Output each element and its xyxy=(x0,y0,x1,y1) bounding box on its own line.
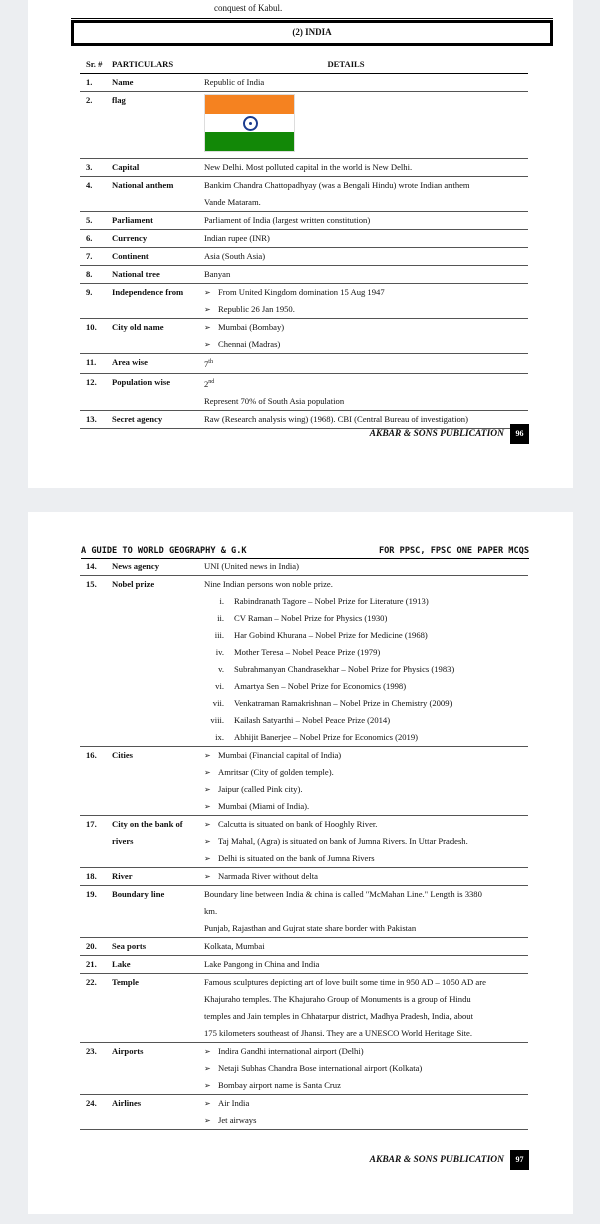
row-number: 21. xyxy=(80,956,110,974)
roman-numeral: viii. xyxy=(210,715,224,725)
row-details xyxy=(202,248,528,266)
row-particular: National anthem xyxy=(110,177,202,212)
arrow-bullet-icon: ➢ xyxy=(204,768,211,777)
bullet-text: Amritsar (City of golden temple). xyxy=(218,767,334,777)
row-number: 12. xyxy=(80,373,110,410)
nobel-list-item xyxy=(204,593,526,610)
bullet-item xyxy=(204,1043,526,1060)
bullet-text: Indira Gandhi international airport (Delhi) xyxy=(218,1046,364,1056)
row-details xyxy=(202,284,528,319)
row-details xyxy=(202,868,528,886)
bullet-item xyxy=(204,747,526,764)
table-row xyxy=(80,177,528,212)
row-particular: Cities xyxy=(110,747,202,816)
bullet-item xyxy=(204,850,526,867)
row-particular: City on the bank of rivers xyxy=(110,816,202,868)
row-number: 15. xyxy=(80,576,110,747)
row-particular: Currency xyxy=(110,230,202,248)
details-header: DETAILS xyxy=(202,54,528,74)
table-row xyxy=(80,816,528,868)
table-row xyxy=(80,1095,528,1130)
table-row xyxy=(80,1043,528,1095)
nobel-list-item xyxy=(204,627,526,644)
india-table xyxy=(80,54,528,429)
table-row xyxy=(80,354,528,374)
roman-numeral: ix. xyxy=(215,732,224,742)
row-details xyxy=(202,212,528,230)
row-number: 9. xyxy=(80,284,110,319)
row-particular: Capital xyxy=(110,159,202,177)
nobel-entry: Rabindranath Tagore – Nobel Prize for Literature (1913) xyxy=(234,596,429,606)
row-number: 19. xyxy=(80,886,110,938)
row-details xyxy=(202,747,528,816)
row-particular: River xyxy=(110,868,202,886)
row-particular: flag xyxy=(110,92,202,159)
publisher-footer xyxy=(370,1150,529,1170)
table-row xyxy=(80,230,528,248)
row-number: 1. xyxy=(80,74,110,92)
row-number: 7. xyxy=(80,248,110,266)
nobel-entry: Venkatraman Ramakrishnan – Nobel Prize in Chemistry (2009) xyxy=(234,698,453,708)
row-details xyxy=(202,319,528,354)
nobel-entry: Amartya Sen – Nobel Prize for Economics (1998) xyxy=(234,681,407,691)
row-particular: Independence from xyxy=(110,284,202,319)
roman-numeral: i. xyxy=(219,596,224,606)
row-details xyxy=(202,74,528,92)
bullet-item xyxy=(204,1060,526,1077)
section-title-box xyxy=(71,20,553,46)
row-details xyxy=(202,558,528,576)
row-number: 11. xyxy=(80,354,110,374)
sr-header: Sr. # xyxy=(80,54,110,74)
row-number: 8. xyxy=(80,266,110,284)
detail-line: 2nd xyxy=(204,378,215,389)
row-particular: Temple xyxy=(110,974,202,1043)
carryover-text: conquest of Kabul. xyxy=(214,3,283,13)
bullet-item xyxy=(204,336,526,353)
table-row xyxy=(80,558,528,576)
bullet-item xyxy=(204,1112,526,1129)
row-number: 16. xyxy=(80,747,110,816)
row-number: 14. xyxy=(80,558,110,576)
table-row xyxy=(80,747,528,816)
bullet-item xyxy=(204,319,526,336)
bullet-item xyxy=(204,781,526,798)
row-number: 6. xyxy=(80,230,110,248)
roman-numeral: iv. xyxy=(215,647,224,657)
arrow-bullet-icon: ➢ xyxy=(204,820,211,829)
detail-line: UNI (United news in India) xyxy=(204,561,299,571)
roman-numeral: ii. xyxy=(217,613,224,623)
table-row xyxy=(80,974,528,1043)
row-details xyxy=(202,266,528,284)
bullet-item xyxy=(204,1095,526,1112)
nobel-entry: CV Raman – Nobel Prize for Physics (1930) xyxy=(234,613,388,623)
table-row xyxy=(80,212,528,230)
page-number: 97 xyxy=(510,1150,529,1170)
row-particular: Nobel prize xyxy=(110,576,202,747)
nobel-entry: Kailash Satyarthi – Nobel Peace Prize (2014) xyxy=(234,715,391,725)
bullet-item xyxy=(204,868,526,885)
bullet-item xyxy=(204,764,526,781)
table-row xyxy=(80,248,528,266)
table-row xyxy=(80,74,528,92)
bullet-item xyxy=(204,816,526,833)
bullet-text: Delhi is situated on the bank of Jumna Rivers xyxy=(218,853,375,863)
particulars-header: PARTICULARS xyxy=(110,54,202,74)
bullet-text: Bombay airport name is Santa Cruz xyxy=(218,1080,341,1090)
row-details xyxy=(202,92,528,159)
row-number: 3. xyxy=(80,159,110,177)
table-row xyxy=(80,159,528,177)
detail-line: Boundary line between India & china is called "McMahan Line." Length is 3380 xyxy=(204,889,482,899)
bullet-text: Jet airways xyxy=(218,1115,257,1125)
bullet-item xyxy=(204,833,526,850)
nobel-list-item xyxy=(204,661,526,678)
bullet-text: Mumbai (Financial capital of India) xyxy=(218,750,342,760)
row-number: 22. xyxy=(80,974,110,1043)
arrow-bullet-icon: ➢ xyxy=(204,785,211,794)
table-body xyxy=(80,74,528,429)
row-number: 17. xyxy=(80,816,110,868)
arrow-bullet-icon: ➢ xyxy=(204,323,211,332)
nobel-entry: Subrahmanyan Chandrasekhar – Nobel Prize for Physics (1983) xyxy=(234,664,455,674)
row-details xyxy=(202,576,528,747)
arrow-bullet-icon: ➢ xyxy=(204,1116,211,1125)
detail-line: temples and Jain temples in Chhatarpur district, Madhya Pradesh, India, about xyxy=(204,1011,473,1021)
bullet-text: Calcutta is situated on bank of Hooghly River. xyxy=(218,819,378,829)
detail-line: Republic of India xyxy=(204,77,265,87)
nobel-list-item xyxy=(204,695,526,712)
row-particular: Population wise xyxy=(110,373,202,410)
row-details xyxy=(202,1095,528,1130)
arrow-bullet-icon: ➢ xyxy=(204,340,211,349)
row-details xyxy=(202,886,528,938)
table-row xyxy=(80,284,528,319)
india-table-continued xyxy=(80,558,528,1130)
row-particular: National tree xyxy=(110,266,202,284)
india-flag-icon xyxy=(204,94,295,152)
table-row xyxy=(80,956,528,974)
detail-line: Punjab, Rajasthan and Gujrat state share border with Pakistan xyxy=(204,923,417,933)
detail-line: Banyan xyxy=(204,269,231,279)
bullet-text: Republic 26 Jan 1950. xyxy=(218,304,295,314)
arrow-bullet-icon: ➢ xyxy=(204,305,211,314)
arrow-bullet-icon: ➢ xyxy=(204,288,211,297)
bullet-item xyxy=(204,301,526,318)
roman-numeral: vii. xyxy=(212,698,224,708)
row-details xyxy=(202,816,528,868)
bullet-item xyxy=(204,1077,526,1094)
detail-line: km. xyxy=(204,906,218,916)
row-number: 2. xyxy=(80,92,110,159)
table-row xyxy=(80,938,528,956)
detail-line: Famous sculptures depicting art of love built some time in 950 AD – 1050 AD are xyxy=(204,977,486,987)
running-header-left: A GUIDE TO WORLD GEOGRAPHY & G.K xyxy=(81,546,247,556)
table-row xyxy=(80,266,528,284)
detail-line: Represent 70% of South Asia population xyxy=(204,395,345,406)
detail-line: New Delhi. Most polluted capital in the world is New Delhi. xyxy=(204,162,413,172)
detail-line: Raw (Research analysis wing) (1968). CBI (Central Bureau of investigation) xyxy=(204,413,468,424)
nobel-list-item xyxy=(204,729,526,746)
section-title: (2) INDIA xyxy=(292,27,332,37)
nobel-list-item xyxy=(204,644,526,661)
detail-line: 175 kilometers southeast of Jhansi. They are a UNESCO World Heritage Site. xyxy=(204,1028,472,1038)
row-details xyxy=(202,373,528,410)
bullet-item xyxy=(204,798,526,815)
table-row xyxy=(80,319,528,354)
row-particular: Continent xyxy=(110,248,202,266)
arrow-bullet-icon: ➢ xyxy=(204,1081,211,1090)
page-96 xyxy=(28,0,573,488)
row-number: 20. xyxy=(80,938,110,956)
page-number: 96 xyxy=(510,424,529,444)
table-body xyxy=(80,558,528,1130)
arrow-bullet-icon: ➢ xyxy=(204,854,211,863)
detail-line: Vande Mataram. xyxy=(204,197,261,207)
detail-line: Parliament of India (largest written constitution) xyxy=(204,215,371,225)
table-row xyxy=(80,92,528,159)
arrow-bullet-icon: ➢ xyxy=(204,751,211,760)
row-number: 18. xyxy=(80,868,110,886)
bullet-text: Air India xyxy=(218,1098,250,1108)
row-particular: Airports xyxy=(110,1043,202,1095)
running-header xyxy=(81,546,529,556)
publisher-name: AKBAR & SONS PUBLICATION xyxy=(369,429,504,439)
table-row xyxy=(80,576,528,747)
bullet-text: Jaipur (called Pink city). xyxy=(218,784,303,794)
nobel-list-item xyxy=(204,610,526,627)
detail-line: Indian rupee (INR) xyxy=(204,233,270,243)
row-details xyxy=(202,354,528,374)
bullet-text: Chennai (Madras) xyxy=(218,339,281,349)
row-number: 4. xyxy=(80,177,110,212)
running-header-right: FOR PPSC, FPSC ONE PAPER MCQS xyxy=(378,546,529,556)
page-97 xyxy=(28,512,573,1214)
publisher-footer xyxy=(370,424,529,444)
row-particular: News agency xyxy=(110,558,202,576)
detail-line: Khajuraho temples. The Khajuraho Group of Monuments is a group of Hindu xyxy=(204,994,471,1004)
nobel-entry: Har Gobind Khurana – Nobel Prize for Medicine (1968) xyxy=(234,630,428,640)
nobel-entry: Mother Teresa – Nobel Peace Prize (1979) xyxy=(234,647,381,657)
roman-numeral: iii. xyxy=(214,630,224,640)
detail-line: 7th xyxy=(204,358,213,369)
roman-numeral: v. xyxy=(218,664,224,674)
bullet-text: Mumbai (Miami of India). xyxy=(218,801,310,811)
arrow-bullet-icon: ➢ xyxy=(204,1064,211,1073)
detail-line: Lake Pangong in China and India xyxy=(204,959,320,969)
bullet-text: Taj Mahal, (Agra) is situated on bank of Jumna Rivers. In Uttar Pradesh. xyxy=(218,836,468,846)
row-details xyxy=(202,177,528,212)
row-details xyxy=(202,974,528,1043)
row-number: 24. xyxy=(80,1095,110,1130)
detail-line: Asia (South Asia) xyxy=(204,251,266,261)
row-particular: Sea ports xyxy=(110,938,202,956)
nobel-list-item xyxy=(204,678,526,695)
row-particular: Airlines xyxy=(110,1095,202,1130)
row-details xyxy=(202,956,528,974)
detail-line: Bankim Chandra Chattopadhyay (was a Bengali Hindu) wrote Indian anthem xyxy=(204,180,470,190)
bullet-text: Netaji Subhas Chandra Bose international airport (Kolkata) xyxy=(218,1063,423,1073)
table-row xyxy=(80,886,528,938)
table-row xyxy=(80,373,528,410)
arrow-bullet-icon: ➢ xyxy=(204,837,211,846)
nobel-entry: Abhijit Banerjee – Nobel Prize for Economics (2019) xyxy=(234,732,418,742)
row-particular: Lake xyxy=(110,956,202,974)
bullet-item xyxy=(204,284,526,301)
table-header-row xyxy=(80,54,528,74)
row-particular: Boundary line xyxy=(110,886,202,938)
row-details xyxy=(202,159,528,177)
row-number: 13. xyxy=(80,410,110,428)
detail-line: Nine Indian persons won noble prize. xyxy=(204,579,333,589)
detail-line: Kolkata, Mumbai xyxy=(204,941,265,951)
row-number: 10. xyxy=(80,319,110,354)
arrow-bullet-icon: ➢ xyxy=(204,872,211,881)
divider xyxy=(71,18,553,19)
row-number: 5. xyxy=(80,212,110,230)
roman-numeral: vi. xyxy=(215,681,224,691)
row-particular: Name xyxy=(110,74,202,92)
row-number: 23. xyxy=(80,1043,110,1095)
row-particular: Parliament xyxy=(110,212,202,230)
publisher-name: AKBAR & SONS PUBLICATION xyxy=(369,1155,504,1165)
nobel-list-item xyxy=(204,712,526,729)
arrow-bullet-icon: ➢ xyxy=(204,1099,211,1108)
arrow-bullet-icon: ➢ xyxy=(204,1047,211,1056)
bullet-text: Narmada River without delta xyxy=(218,871,318,881)
bullet-text: Mumbai (Bombay) xyxy=(218,322,285,332)
ashoka-chakra-icon xyxy=(243,116,258,131)
arrow-bullet-icon: ➢ xyxy=(204,802,211,811)
bullet-text: From United Kingdom domination 15 Aug 1947 xyxy=(218,287,385,297)
row-particular: City old name xyxy=(110,319,202,354)
row-particular: Secret agency xyxy=(110,410,202,428)
row-details xyxy=(202,1043,528,1095)
row-details xyxy=(202,230,528,248)
row-details xyxy=(202,938,528,956)
row-particular: Area wise xyxy=(110,354,202,374)
table-row xyxy=(80,868,528,886)
